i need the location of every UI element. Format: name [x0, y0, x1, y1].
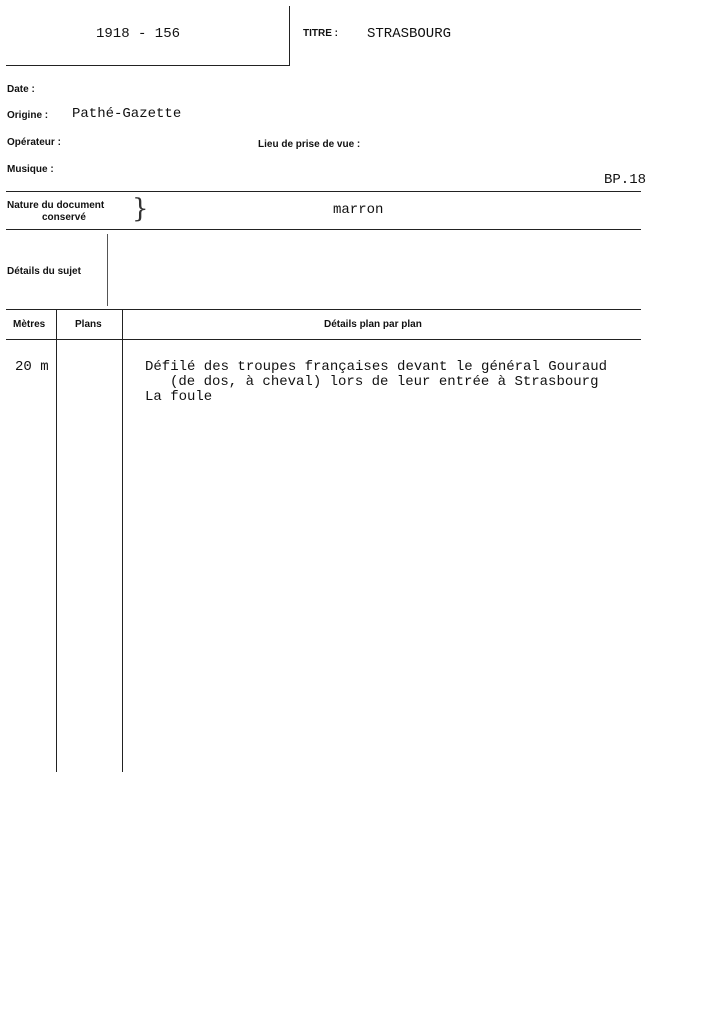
column-divider-plans: [122, 310, 123, 772]
reference-number: 1918 - 156: [96, 26, 181, 42]
row-details-line1: Défilé des troupes françaises devant le général Gouraud: [145, 359, 608, 375]
row-details-line3: La foule: [145, 389, 213, 405]
operateur-label: Opérateur :: [7, 137, 61, 148]
table-header-details: Détails plan par plan: [324, 319, 422, 330]
document-code: BP.18: [604, 172, 647, 188]
row-metres-cell: 20 m: [15, 359, 49, 375]
nature-label-line1: Nature du document: [7, 200, 105, 211]
details-sujet-label: Détails du sujet: [7, 266, 81, 277]
header-box-right-border: [289, 6, 290, 66]
table-header-plans: Plans: [75, 319, 102, 330]
title-value: STRASBOURG: [367, 26, 452, 42]
table-top-rule: [6, 309, 641, 310]
nature-bottom-rule: [6, 229, 641, 230]
table-header-rule: [6, 339, 641, 340]
title-label: TITRE :: [303, 28, 338, 39]
nature-brace: }: [132, 194, 149, 224]
row-details-line2: (de dos, à cheval) lors de leur entrée à Strasbourg: [170, 374, 599, 390]
origine-label: Origine :: [7, 110, 49, 121]
musique-label: Musique :: [7, 164, 54, 175]
column-divider-metres: [56, 310, 57, 772]
origine-value: Pathé-Gazette: [72, 106, 182, 122]
details-sujet-divider: [107, 234, 108, 306]
nature-value: marron: [333, 202, 384, 218]
nature-top-rule: [6, 191, 641, 192]
table-header-metres: Mètres: [13, 319, 46, 330]
date-label: Date :: [7, 84, 35, 95]
lieu-label: Lieu de prise de vue :: [258, 139, 361, 150]
header-box-bottom-border: [6, 65, 290, 66]
nature-label-line2: conservé: [42, 212, 86, 223]
